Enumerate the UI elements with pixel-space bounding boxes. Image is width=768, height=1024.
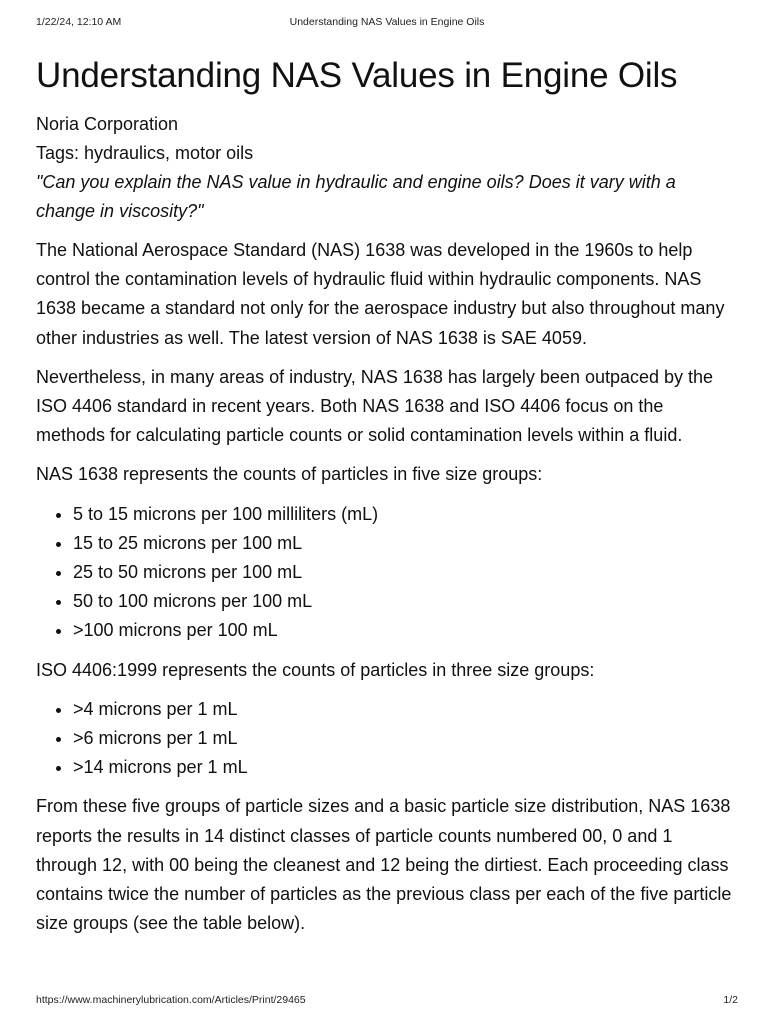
list-item: • 50 to 100 microns per 100 mL [73,587,736,616]
article-author: Noria Corporation [36,114,179,134]
list-item: • 25 to 50 microns per 100 mL [73,558,736,587]
list-item: • >100 microns per 100 mL [73,616,736,645]
paragraph-iso-outpaced: Nevertheless, in many areas of industry, NAS 1638 has largely been outpaced by the ISO 4406 standard in recent years. Both NAS 1638 and ISO 4406 focus on the methods for calculating particle counts or solid contamination levels within a fluid. [36,366,714,446]
article-tags: Tags: hydraulics, motor oils [36,143,254,163]
list-item: • 15 to 25 microns per 100 mL [73,529,736,558]
article-question: "Can you explain the NAS value in hydraulic and engine oils? Does it vary with a change in viscosity?" [36,172,676,221]
list-item: • 5 to 15 microns per 100 milliliters (mL) [73,500,736,529]
article-title: Understanding NAS Values in Engine Oils [36,56,678,95]
nas-size-groups-list [36,500,736,646]
print-header [36,16,738,30]
paragraph-nas-groups-intro: NAS 1638 represents the counts of particles in five size groups: [36,464,543,485]
paragraph-nas-history: The National Aerospace Standard (NAS) 1638 was developed in the 1960s to help control the contamination levels of hydraulic fluid within hydraulic components. NAS 1638 became a standard not only for the aerospace industry but also throughout many other industries as well. The latest version of NAS 1638 is SAE 4059. [36,240,725,348]
print-footer [36,994,738,1008]
paragraph-iso-groups-intro: ISO 4406:1999 represents the counts of particles in three size groups: [36,659,595,680]
page-number: 1/2 [723,994,738,1006]
iso-size-groups-list [36,695,736,783]
list-item: • >6 microns per 1 mL [73,724,736,753]
print-datetime: 1/22/24, 12:10 AM [36,16,122,28]
print-doc-title: Understanding NAS Values in Engine Oils [289,16,485,28]
paragraph-nas-classes: From these five groups of particle sizes and a basic particle size distribution, NAS 1638 reports the results in 14 distinct classes of particle counts numbered 00, 0 and 1 through 12, with 00 being the cleanest and 12 being the dirtiest. Each proceeding class contains twice the number of particles as the previous class per each of the five particle size groups (see the table below). [36,796,732,934]
list-item: • >14 microns per 1 mL [73,753,736,782]
print-url: https://www.machinerylubrication.com/Articles/Print/29465 [36,994,306,1006]
article [36,54,736,948]
list-item: • >4 microns per 1 mL [73,695,736,724]
